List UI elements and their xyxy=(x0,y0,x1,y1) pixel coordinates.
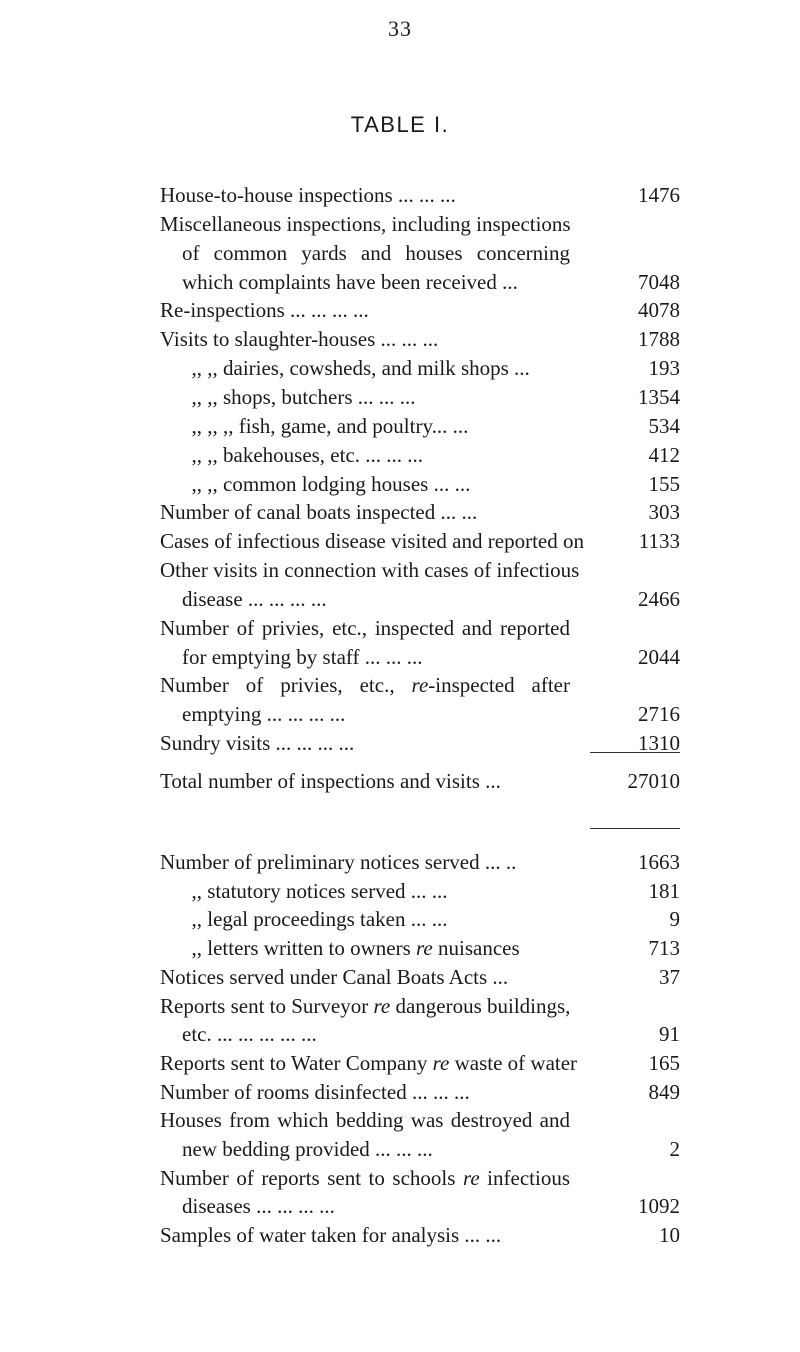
row-label: ,, statutory notices served ... ... xyxy=(160,878,448,903)
row-label: Reports sent to Surveyor re dangerous buildings, xyxy=(160,993,571,1018)
row-value: 849 xyxy=(648,1079,680,1104)
row-value: 713 xyxy=(648,936,680,961)
row-value: 303 xyxy=(648,500,680,525)
row-value: 2 xyxy=(669,1137,680,1161)
row-value: 1354 xyxy=(638,384,680,409)
row-label: disease ... ... ... ... xyxy=(182,586,327,611)
row-value: 1476 xyxy=(638,183,680,207)
row-label: Samples of water taken for analysis ... ... xyxy=(160,1223,502,1248)
row-label: for emptying by staff ... ... ... xyxy=(182,644,423,669)
row-value: 155 xyxy=(648,471,680,496)
row-value: 534 xyxy=(648,413,680,438)
row-label: ,, ,, shops, butchers ... ... ... xyxy=(160,384,416,409)
total-rule-bottom xyxy=(590,828,680,829)
row-label: Number of privies, etc., inspected and reported xyxy=(160,615,570,640)
row-label: Number of canal boats inspected ... ... xyxy=(160,500,478,525)
row-label: Re-inspections ... ... ... ... xyxy=(160,298,369,323)
row-label: Reports sent to Water Company re waste of water xyxy=(160,1050,578,1075)
table-row xyxy=(0,726,800,760)
row-label: diseases ... ... ... ... xyxy=(182,1194,335,1219)
row-label: Houses from which bedding was destroyed and xyxy=(160,1108,570,1133)
total-value: 27010 xyxy=(627,769,680,793)
row-label: which complaints have been received ... xyxy=(182,269,518,294)
row-value: 1310 xyxy=(638,731,680,756)
row-label: ,, ,, bakehouses, etc. ... ... ... xyxy=(160,442,424,467)
row-label: House-to-house inspections ... ... ... xyxy=(160,183,456,207)
row-value: 412 xyxy=(648,442,680,467)
table-title: TABLE I. xyxy=(350,112,450,137)
row-label: Number of preliminary notices served ... .. xyxy=(160,850,517,874)
row-label: Cases of infectious disease visited and reported on xyxy=(160,529,584,554)
row-value: 7048 xyxy=(638,269,680,294)
row-label: emptying ... ... ... ... xyxy=(182,702,346,727)
row-label: ,, ,, dairies, cowsheds, and milk shops ... xyxy=(160,356,530,381)
row-value: 4078 xyxy=(638,298,680,323)
row-value: 1788 xyxy=(638,327,680,352)
total-rule-top xyxy=(590,752,680,753)
row-label: Number of reports sent to schools re infectious xyxy=(160,1165,570,1190)
row-label: Sundry visits ... ... ... ... xyxy=(160,731,355,756)
row-label: Notices served under Canal Boats Acts ... xyxy=(160,964,509,989)
row-value: 2466 xyxy=(638,586,680,611)
row-value: 193 xyxy=(648,356,680,381)
row-value: 2044 xyxy=(638,644,680,669)
row-label: Number of privies, etc., re-inspected after xyxy=(160,673,570,698)
row-label: Number of rooms disinfected ... ... ... xyxy=(160,1079,470,1104)
row-label: ,, ,, ,, fish, game, and poultry... ... xyxy=(160,413,469,438)
row-label: Other visits in connection with cases of infectious xyxy=(160,558,580,583)
row-label: ,, legal proceedings taken ... ... xyxy=(160,907,448,932)
row-value: 9 xyxy=(669,907,680,932)
total-row xyxy=(0,764,800,798)
row-value: 165 xyxy=(648,1050,680,1075)
row-value: 1133 xyxy=(638,529,680,554)
row-label: new bedding provided ... ... ... xyxy=(182,1137,433,1161)
row-label: Visits to slaughter-houses ... ... ... xyxy=(160,327,439,352)
row-value: 10 xyxy=(659,1223,680,1248)
row-value: 1663 xyxy=(638,850,680,874)
row-label: etc. ... ... ... ... ... xyxy=(182,1022,317,1047)
row-value: 37 xyxy=(659,964,680,989)
row-value: 91 xyxy=(659,1022,680,1047)
table-row xyxy=(0,1218,800,1252)
row-label: Miscellaneous inspections, including inspections xyxy=(160,211,571,236)
total-label: Total number of inspections and visits ... xyxy=(160,769,501,793)
row-value: 181 xyxy=(648,878,680,903)
page-number: 33 xyxy=(388,16,412,41)
row-label: ,, ,, common lodging houses ... ... xyxy=(160,471,471,496)
row-value: 2716 xyxy=(638,702,680,727)
row-label: ,, letters written to owners re nuisances xyxy=(160,936,520,961)
row-label: of common yards and houses concerning xyxy=(182,240,570,265)
row-value: 1092 xyxy=(638,1194,680,1219)
